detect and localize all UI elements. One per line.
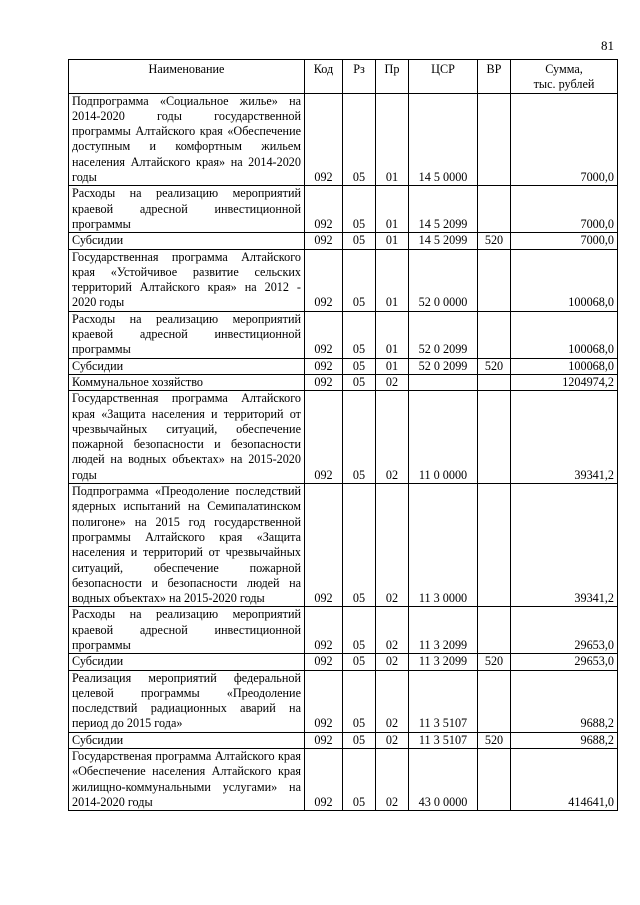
cell-code: 092 xyxy=(305,249,343,311)
cell-csr: 14 5 2099 xyxy=(409,186,478,233)
cell-csr: 52 0 0000 xyxy=(409,249,478,311)
cell-pr: 02 xyxy=(376,484,409,607)
table-row xyxy=(69,732,618,748)
cell-pr: 02 xyxy=(376,749,409,811)
table-header-row xyxy=(69,60,618,94)
cell-pr: 01 xyxy=(376,311,409,358)
cell-rz: 05 xyxy=(343,233,376,249)
cell-name: Подпрограмма «Преодоление последствий ядерных испытаний на Семипалатинском полигоне» на 2015 год государственной программы Алтайского края «Защита населения и территорий от чрезвычайных ситуаций, обеспечение пожарной безопасности и безопасности людей на водных объектах» на 2015-2020 годы xyxy=(69,484,305,607)
cell-csr: 14 5 0000 xyxy=(409,93,478,186)
table-row xyxy=(69,670,618,732)
table-body xyxy=(69,93,618,811)
cell-csr: 11 3 5107 xyxy=(409,670,478,732)
cell-code: 092 xyxy=(305,311,343,358)
header-sum xyxy=(511,60,618,94)
cell-name: Государственная программа Алтайского края «Защита населения и территорий от чрезвычайных ситуаций, обеспечение пожарной безопасности и безопасности людей на водных объектах» на 2015-2020 годы xyxy=(69,391,305,484)
table-row xyxy=(69,391,618,484)
cell-pr: 01 xyxy=(376,93,409,186)
table-row xyxy=(69,358,618,374)
cell-rz: 05 xyxy=(343,670,376,732)
cell-csr: 14 5 2099 xyxy=(409,233,478,249)
cell-vr: 520 xyxy=(478,732,511,748)
cell-vr xyxy=(478,311,511,358)
cell-name: Расходы на реализацию мероприятий краевой адресной инвестиционной программы xyxy=(69,186,305,233)
header-csr: ЦСР xyxy=(409,60,478,94)
cell-sum: 39341,2 xyxy=(511,484,618,607)
cell-code: 092 xyxy=(305,607,343,654)
cell-name: Государственная программа Алтайского края «Устойчивое развитие сельских территорий Алтайского края» на 2012 - 2020 годы xyxy=(69,249,305,311)
table-row xyxy=(69,484,618,607)
cell-pr: 01 xyxy=(376,249,409,311)
cell-sum: 100068,0 xyxy=(511,311,618,358)
header-code: Код xyxy=(305,60,343,94)
cell-code: 092 xyxy=(305,374,343,390)
cell-code: 092 xyxy=(305,732,343,748)
table-row xyxy=(69,374,618,390)
cell-rz: 05 xyxy=(343,93,376,186)
cell-pr: 02 xyxy=(376,732,409,748)
table-row xyxy=(69,93,618,186)
table-row xyxy=(69,654,618,670)
cell-rz: 05 xyxy=(343,654,376,670)
table-row xyxy=(69,607,618,654)
cell-pr: 02 xyxy=(376,391,409,484)
cell-vr xyxy=(478,484,511,607)
header-name: Наименование xyxy=(69,60,305,94)
cell-pr: 02 xyxy=(376,654,409,670)
cell-code: 092 xyxy=(305,93,343,186)
cell-rz: 05 xyxy=(343,732,376,748)
cell-code: 092 xyxy=(305,749,343,811)
page-number: 81 xyxy=(601,38,614,53)
table-row xyxy=(69,186,618,233)
cell-pr: 02 xyxy=(376,374,409,390)
cell-csr: 11 3 5107 xyxy=(409,732,478,748)
cell-sum: 9688,2 xyxy=(511,670,618,732)
cell-name: Субсидии xyxy=(69,358,305,374)
cell-csr: 11 3 0000 xyxy=(409,484,478,607)
cell-sum: 39341,2 xyxy=(511,391,618,484)
cell-rz: 05 xyxy=(343,186,376,233)
cell-sum: 7000,0 xyxy=(511,186,618,233)
cell-pr: 02 xyxy=(376,607,409,654)
cell-name: Реализация мероприятий федеральной целевой программы «Преодоление последствий радиационных аварий на период до 2015 года» xyxy=(69,670,305,732)
cell-sum: 7000,0 xyxy=(511,93,618,186)
cell-rz: 05 xyxy=(343,249,376,311)
cell-csr: 11 3 2099 xyxy=(409,607,478,654)
cell-name: Расходы на реализацию мероприятий краевой адресной инвестиционной программы xyxy=(69,607,305,654)
cell-vr xyxy=(478,749,511,811)
cell-code: 092 xyxy=(305,654,343,670)
cell-name: Субсидии xyxy=(69,732,305,748)
cell-csr: 52 0 2099 xyxy=(409,311,478,358)
cell-vr: 520 xyxy=(478,358,511,374)
cell-name: Подпрограмма «Социальное жилье» на 2014-2020 годы государственной программы Алтайского края «Обеспечение доступным и комфортным жильем населения Алтайского края» на 2014-2020 годы xyxy=(69,93,305,186)
cell-vr xyxy=(478,670,511,732)
header-sum-line1: Сумма, xyxy=(545,62,583,76)
cell-vr xyxy=(478,391,511,484)
cell-csr: 52 0 2099 xyxy=(409,358,478,374)
cell-vr: 520 xyxy=(478,654,511,670)
cell-pr: 01 xyxy=(376,233,409,249)
cell-vr xyxy=(478,93,511,186)
cell-vr xyxy=(478,374,511,390)
cell-sum: 100068,0 xyxy=(511,358,618,374)
header-rz: Рз xyxy=(343,60,376,94)
cell-csr: 11 3 2099 xyxy=(409,654,478,670)
cell-vr xyxy=(478,186,511,233)
cell-code: 092 xyxy=(305,233,343,249)
cell-code: 092 xyxy=(305,186,343,233)
cell-sum: 7000,0 xyxy=(511,233,618,249)
cell-rz: 05 xyxy=(343,374,376,390)
cell-vr: 520 xyxy=(478,233,511,249)
cell-pr: 01 xyxy=(376,358,409,374)
table-row xyxy=(69,311,618,358)
cell-sum: 9688,2 xyxy=(511,732,618,748)
cell-code: 092 xyxy=(305,391,343,484)
table-row xyxy=(69,249,618,311)
cell-csr: 43 0 0000 xyxy=(409,749,478,811)
cell-sum: 1204974,2 xyxy=(511,374,618,390)
table-row xyxy=(69,749,618,811)
budget-table xyxy=(68,59,618,811)
cell-csr xyxy=(409,374,478,390)
cell-rz: 05 xyxy=(343,358,376,374)
cell-name: Государственая программа Алтайского края «Обеспечение населения Алтайского края жилищно-коммунальными услугами» на 2014-2020 годы xyxy=(69,749,305,811)
cell-vr xyxy=(478,249,511,311)
header-sum-line2: тыс. рублей xyxy=(533,77,595,92)
cell-name: Субсидии xyxy=(69,233,305,249)
cell-name: Коммунальное хозяйство xyxy=(69,374,305,390)
cell-rz: 05 xyxy=(343,311,376,358)
table-row xyxy=(69,233,618,249)
cell-rz: 05 xyxy=(343,749,376,811)
cell-code: 092 xyxy=(305,670,343,732)
cell-pr: 01 xyxy=(376,186,409,233)
cell-rz: 05 xyxy=(343,391,376,484)
cell-rz: 05 xyxy=(343,484,376,607)
cell-pr: 02 xyxy=(376,670,409,732)
header-pr: Пр xyxy=(376,60,409,94)
cell-sum: 100068,0 xyxy=(511,249,618,311)
cell-sum: 29653,0 xyxy=(511,654,618,670)
cell-sum: 29653,0 xyxy=(511,607,618,654)
cell-name: Субсидии xyxy=(69,654,305,670)
cell-vr xyxy=(478,607,511,654)
cell-csr: 11 0 0000 xyxy=(409,391,478,484)
cell-sum: 414641,0 xyxy=(511,749,618,811)
cell-rz: 05 xyxy=(343,607,376,654)
cell-code: 092 xyxy=(305,484,343,607)
header-vr: ВР xyxy=(478,60,511,94)
cell-name: Расходы на реализацию мероприятий краевой адресной инвестиционной программы xyxy=(69,311,305,358)
cell-code: 092 xyxy=(305,358,343,374)
